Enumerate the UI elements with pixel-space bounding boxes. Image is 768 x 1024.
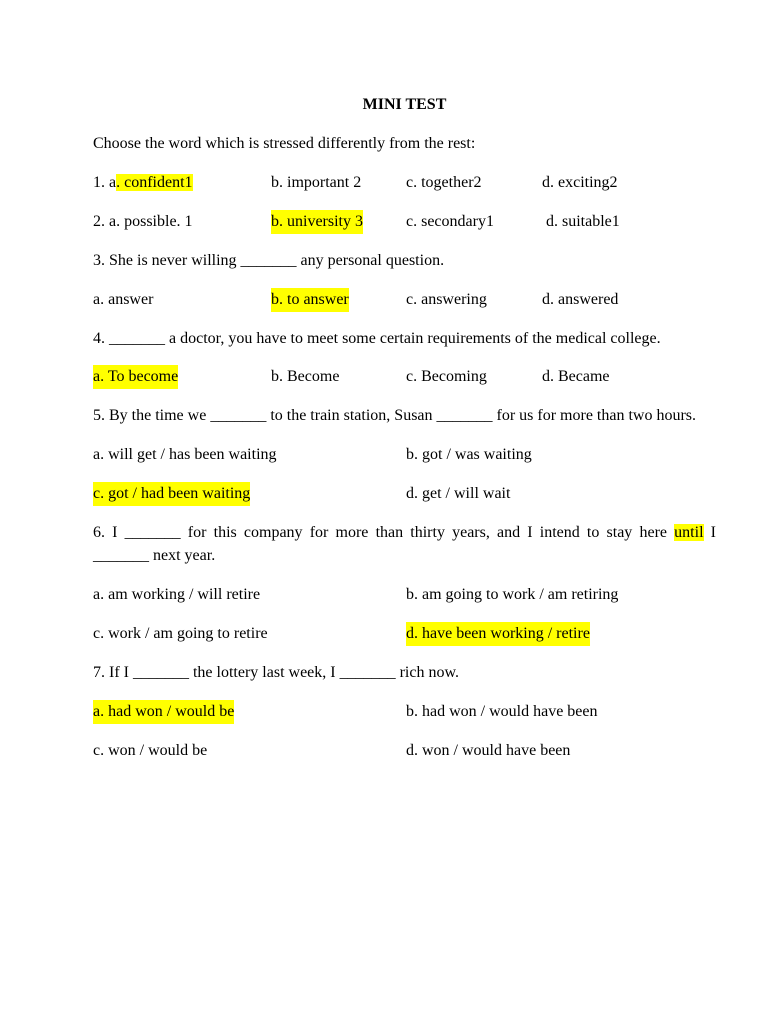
question-1-options bbox=[93, 171, 716, 195]
q1-option-a-prefix: 1. a bbox=[93, 174, 117, 191]
q1-option-b: b. important 2 bbox=[271, 174, 362, 191]
q6-option-d: d. have been working / retire bbox=[406, 622, 590, 646]
q6-option-a: a. am working / will retire bbox=[93, 586, 261, 603]
q4-option-a: a. To become bbox=[93, 365, 178, 389]
question-2-options bbox=[93, 210, 716, 234]
q1-option-c: c. together2 bbox=[406, 174, 482, 191]
q3-option-d: d. answered bbox=[542, 291, 619, 308]
q6-stem-after: I _______ next year. bbox=[93, 524, 717, 564]
question-7-options-row-1 bbox=[93, 700, 716, 724]
question-3-stem: 3. She is never willing _______ any personal question. bbox=[93, 252, 445, 269]
q6-stem-highlight: until bbox=[674, 524, 704, 541]
question-3-options bbox=[93, 288, 716, 312]
q5-option-c: c. got / had been waiting bbox=[93, 482, 250, 506]
document-page bbox=[93, 93, 716, 778]
q3-option-b: b. to answer bbox=[271, 288, 349, 312]
question-4-stem: 4. _______ a doctor, you have to meet some certain requirements of the medical college. bbox=[93, 330, 661, 347]
q6-option-c: c. work / am going to retire bbox=[93, 625, 268, 642]
q2-option-b: b. university 3 bbox=[271, 210, 363, 234]
q6-stem-before: 6. I _______ for this company for more than thirty years, and I intend to stay here bbox=[93, 524, 675, 541]
q1-option-d: d. exciting2 bbox=[542, 174, 618, 191]
q5-option-a: a. will get / has been waiting bbox=[93, 446, 277, 463]
q4-option-d: d. Became bbox=[542, 368, 610, 385]
q4-option-c: c. Becoming bbox=[406, 368, 487, 385]
question-5-options-row-2 bbox=[93, 482, 716, 506]
q3-option-a: a. answer bbox=[93, 291, 154, 308]
q1-option-a-highlight: . confident1 bbox=[116, 174, 193, 191]
q4-option-b: b. Become bbox=[271, 368, 340, 385]
q7-option-b: b. had won / would have been bbox=[406, 703, 598, 720]
question-7-options-row-2 bbox=[93, 739, 716, 763]
question-4-options bbox=[93, 365, 716, 389]
instruction-text: Choose the word which is stressed differently from the rest: bbox=[93, 135, 476, 152]
question-6-options-row-2 bbox=[93, 622, 716, 646]
q3-option-c: c. answering bbox=[406, 291, 487, 308]
question-7-stem: 7. If I _______ the lottery last week, I _______ rich now. bbox=[93, 664, 459, 681]
q1-option-a bbox=[93, 171, 193, 195]
q2-option-a: 2. a. possible. 1 bbox=[93, 213, 193, 230]
question-6-stem bbox=[93, 521, 716, 567]
q6-option-b: b. am going to work / am retiring bbox=[406, 586, 619, 603]
q7-option-d: d. won / would have been bbox=[406, 742, 571, 759]
q7-option-a: a. had won / would be bbox=[93, 700, 234, 724]
page-title: MINI TEST bbox=[362, 96, 447, 113]
q7-option-c: c. won / would be bbox=[93, 742, 208, 759]
q5-option-b: b. got / was waiting bbox=[406, 446, 532, 463]
q2-option-c: c. secondary1 bbox=[406, 213, 494, 230]
q2-option-d: d. suitable1 bbox=[546, 213, 620, 230]
question-6-options-row-1 bbox=[93, 583, 716, 607]
q5-option-d: d. get / will wait bbox=[406, 485, 511, 502]
question-5-stem: 5. By the time we _______ to the train station, Susan _______ for us for more than two hours. bbox=[93, 407, 697, 424]
question-5-options-row-1 bbox=[93, 443, 716, 467]
